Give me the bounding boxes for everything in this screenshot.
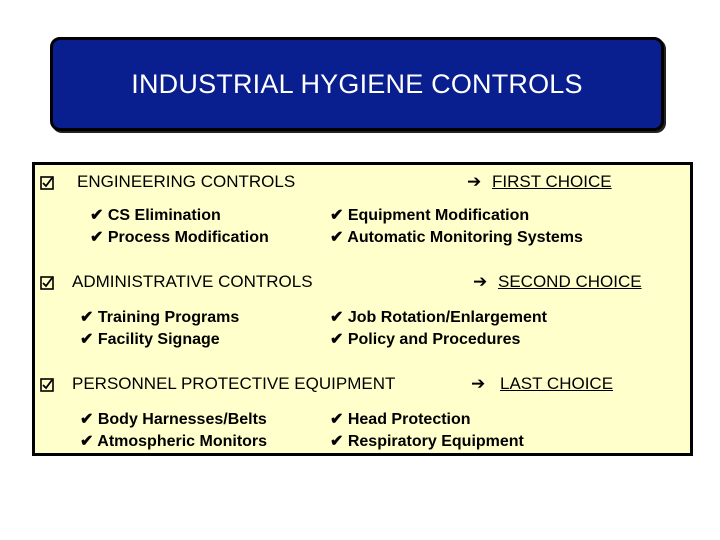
list-item: ✔ Policy and Procedures (330, 331, 521, 348)
choice-label: FIRST CHOICE (491, 172, 612, 191)
list-item: ✔ Respiratory Equipment (330, 433, 524, 450)
list-item: ✔ Atmospheric Monitors (80, 433, 268, 450)
checked-box-icon (40, 378, 54, 392)
choice-second (473, 272, 642, 292)
list-item: ✔ Training Programs (80, 309, 240, 326)
section-heading-engineering: ENGINEERING CONTROLS (77, 172, 296, 191)
list-item: ✔ Process Modification (90, 229, 269, 246)
section-heading-ppe: PERSONNEL PROTECTIVE EQUIPMENT (72, 374, 396, 393)
checked-box-icon (40, 276, 54, 290)
list-item: ✔ Facility Signage (80, 331, 220, 348)
choice-label: SECOND CHOICE (497, 272, 642, 291)
list-item: ✔ Automatic Monitoring Systems (330, 229, 583, 246)
choice-label: LAST CHOICE (499, 374, 614, 393)
arrow-right-icon: ➔ (467, 172, 482, 191)
page-title: INDUSTRIAL HYGIENE CONTROLS (131, 68, 583, 99)
list-item: ✔ Job Rotation/Enlargement (330, 309, 547, 326)
arrow-right-icon: ➔ (471, 374, 486, 393)
list-item: ✔ Body Harnesses/Belts (80, 411, 267, 428)
controls-panel (32, 162, 693, 456)
choice-first (467, 172, 612, 192)
arrow-right-icon: ➔ (473, 272, 488, 291)
title-banner (50, 37, 664, 131)
list-item: ✔ Head Protection (330, 411, 471, 428)
checked-box-icon (40, 176, 54, 190)
list-item: ✔ CS Elimination (90, 207, 221, 224)
choice-last (471, 374, 613, 394)
list-item: ✔ Equipment Modification (330, 207, 530, 224)
section-heading-administrative: ADMINISTRATIVE CONTROLS (72, 272, 313, 291)
